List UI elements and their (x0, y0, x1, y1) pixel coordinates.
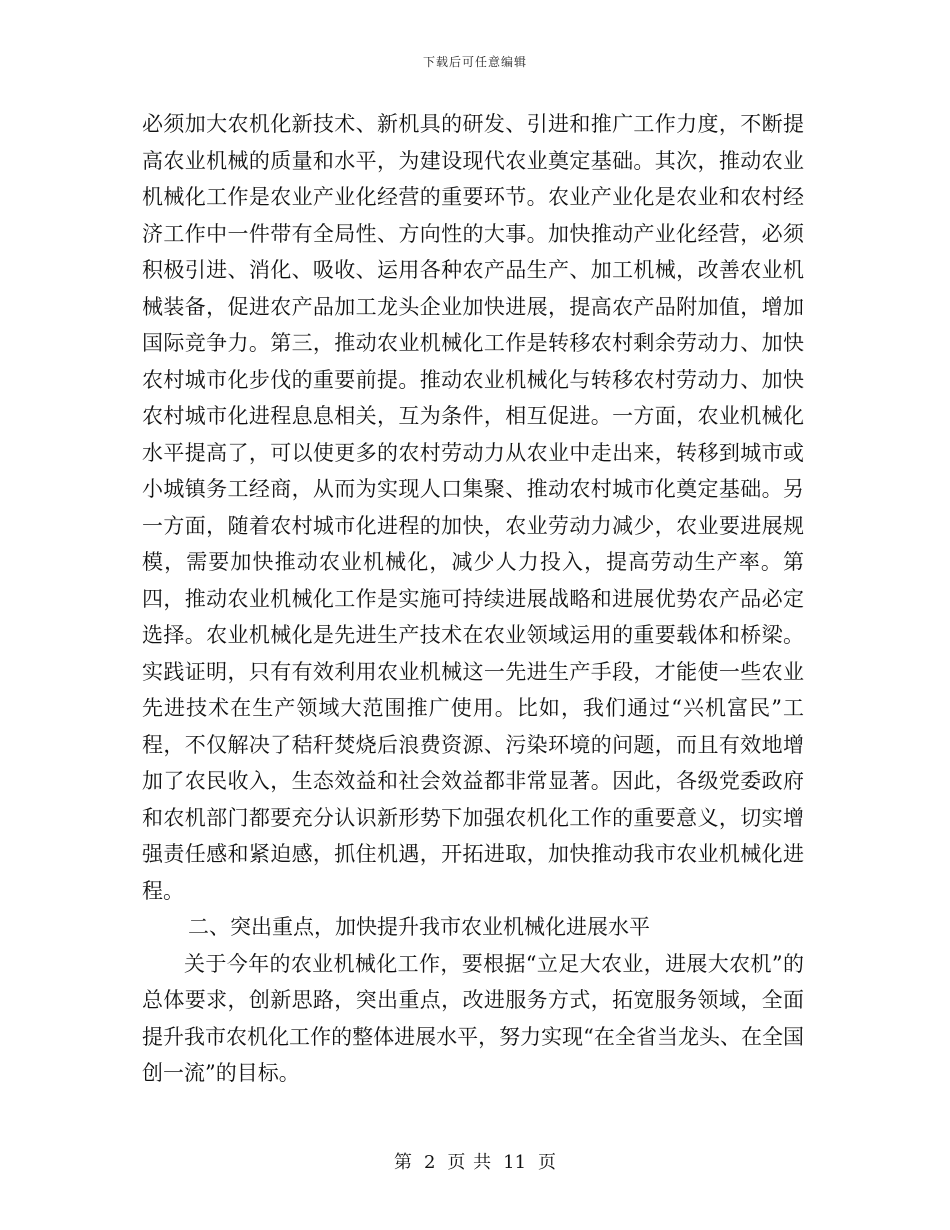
footer-prefix: 第 (393, 1152, 412, 1173)
page-header: 下载后可任意编辑 (422, 55, 527, 69)
footer-suffix: 页 (538, 1152, 557, 1173)
footer-page-number: 2 (423, 1152, 436, 1173)
document-body (142, 106, 804, 1092)
footer-middle: 页 共 (447, 1152, 492, 1173)
page-footer (0, 1148, 950, 1174)
body-paragraph: 关于今年的农业机械化工作，要根据“立足大农业，进展大农机”的总体要求，创新思路，突出重点，改进服务方式，拓宽服务领域，全面提升我市农机化工作的整体进展水平，努力实现“在全省当龙头、在全国创一流”的目标。 (142, 951, 804, 1085)
footer-total-pages: 11 (503, 1152, 527, 1173)
section-heading: 二、突出重点，加快提升我市农业机械化进展水平 (188, 915, 650, 939)
body-paragraph: 必须加大农机化新技术、新机具的研发、引进和推广工作力度，不断提高农业机械的质量和水平，为建设现代农业奠定基础。其次，推动农业机械化工作是农业产业化经营的重要环节。农业产业化是农业和农村经济工作中一件带有全局性、方向性的大事。加快推动产业化经营，必须积极引进、消化、吸收、运用各种农产品生产、加工机械，改善农业机械装备，促进农产品加工龙头企业加快进展，提高农产品附加值，增加国际竞争力。第三，推动农业机械化工作是转移农村剩余劳动力、加快农村城市化步伐的重要前提。推动农业机械化与转移农村劳动力、加快农村城市化进程息息相关，互为条件，相互促进。一方面，农业机械化水平提高了，可以使更多的农村劳动力从农业中走出来，转移到城市或小城镇务工经商，从而为实现人口集聚、推动农村城市化奠定基础。另一方面，随着农村城市化进程的加快，农业劳动力减少，农业要进展规模，需要加快推动农业机械化，减少人力投入，提高劳动生产率。第四，推动农业机械化工作是实施可持续进展战略和进展优势农产品必定选择。农业机械化是先进生产技术在农业领域运用的重要载体和桥梁。实践证明，只有有效利用农业机械这一先进生产手段，才能使一些农业先进技术在生产领域大范围推广使用。比如，我们通过“兴机富民”工程，不仅解决了秸秆焚烧后浪费资源、污染环境的问题，而且有效地增加了农民收入，生态效益和社会效益都非常显著。因此，各级党委政府和农机部门都要充分认识新形势下加强农机化工作的重要意义，切实增强责任感和紧迫感，抓住机遇，开拓进取，加快推动我市农业机械化进程。 (142, 112, 804, 903)
